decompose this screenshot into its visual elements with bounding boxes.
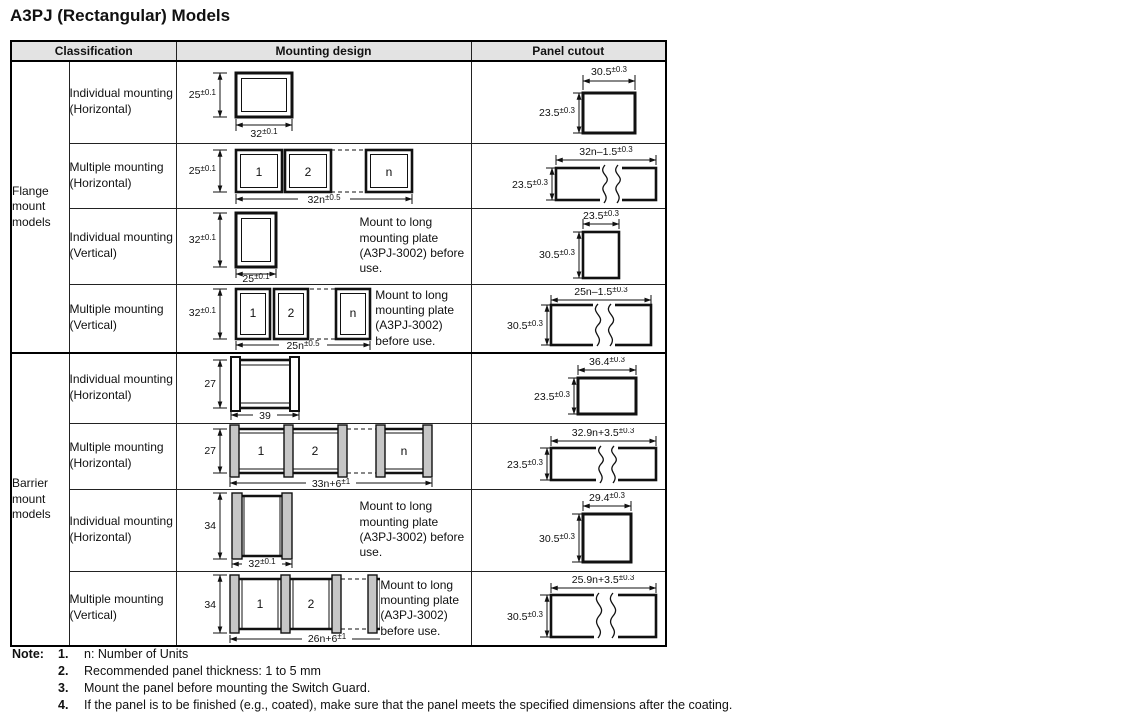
table-row bbox=[11, 208, 666, 284]
unit-label: 1 bbox=[257, 444, 264, 458]
panel-cutout-cell bbox=[471, 353, 666, 423]
dim-label: $23.5^{\pm 0.3}$ bbox=[506, 458, 543, 471]
dim-label: $25n^{\pm 0.5}$ bbox=[285, 339, 320, 352]
dim-label: $23.5^{\pm 0.3}$ bbox=[511, 177, 548, 191]
dim-label: $30.5^{\pm 0.3}$ bbox=[506, 610, 543, 624]
classification-cell: Multiple mounting (Vertical) bbox=[69, 571, 176, 646]
unit-label: 2 bbox=[307, 597, 314, 612]
dim-label: $30.5^{\pm 0.3}$ bbox=[506, 319, 543, 333]
flange-individual-horizontal-drawing bbox=[180, 65, 350, 139]
width-dimension bbox=[230, 635, 381, 643]
barrier-individual-horizontal-drawing bbox=[180, 354, 350, 422]
dim-label: $30.5^{\pm 0.3}$ bbox=[539, 248, 576, 261]
panel-cutout-cell bbox=[471, 61, 666, 143]
mounting-design-cell bbox=[176, 353, 471, 423]
classification-cell: Individual mounting (Horizontal) bbox=[69, 353, 176, 423]
mounting-note: Mount to long mounting plate (A3PJ-3002) before use. bbox=[359, 215, 465, 276]
mounting-design-cell bbox=[176, 571, 471, 646]
panel-cutout-cell bbox=[471, 208, 666, 284]
header-row bbox=[11, 41, 666, 61]
panel-cutout-cell bbox=[471, 571, 666, 646]
note-text: n: Number of Units bbox=[84, 647, 189, 661]
panel-cutout-drawing bbox=[488, 65, 648, 139]
dim-label: $23.5^{\pm 0.3}$ bbox=[539, 106, 576, 120]
classification-cell: Individual mounting (Vertical) bbox=[69, 208, 176, 284]
panel-cutout-cell bbox=[471, 284, 666, 353]
mounting-design-cell bbox=[176, 143, 471, 208]
dim-label: $25^{\pm 0.1}$ bbox=[241, 272, 270, 283]
note-text: If the panel is to be finished (e.g., coated), make sure that the panel meets the specified dimensions after the coating. bbox=[84, 698, 733, 712]
mounting-note: Mount to long mounting plate (A3PJ-3002) before use. bbox=[359, 499, 465, 560]
unit-label: n bbox=[349, 306, 356, 321]
panel-cutout-drawing bbox=[488, 210, 648, 282]
dim-label: $32n^{\pm 0.5}$ bbox=[306, 192, 341, 206]
panel-cutout-cell bbox=[471, 143, 666, 208]
barrier-multiple-vertical-drawing bbox=[180, 572, 381, 644]
panel-cutout-cell bbox=[471, 489, 666, 571]
classification-cell: Multiple mounting (Horizontal) bbox=[69, 423, 176, 489]
mounting-design-cell bbox=[176, 489, 471, 571]
mounting-note: Mount to long mounting plate (A3PJ-3002) before use. bbox=[375, 287, 455, 348]
dim-label: 27 bbox=[203, 378, 216, 391]
barrier-multiple-horizontal-drawing bbox=[180, 424, 440, 488]
panel-cutout-cell bbox=[471, 423, 666, 489]
col-header-mounting-design: Mounting design bbox=[176, 41, 471, 61]
table-row bbox=[11, 61, 666, 143]
table-row bbox=[11, 571, 666, 646]
panel-cutout-drawing bbox=[476, 575, 661, 641]
classification-cell: Multiple mounting (Vertical) bbox=[69, 284, 176, 353]
table-row bbox=[11, 284, 666, 353]
dim-label: $32^{\pm 0.1}$ bbox=[249, 127, 278, 140]
classification-cell: Multiple mounting (Horizontal) bbox=[69, 143, 176, 208]
dim-label: $23.5^{\pm 0.3}$ bbox=[583, 210, 620, 222]
flange-multiple-vertical-drawing bbox=[180, 285, 376, 351]
unit-label: 2 bbox=[311, 444, 318, 458]
classification-cell: Individual mounting (Horizontal) bbox=[69, 61, 176, 143]
note-number: 1. bbox=[58, 647, 69, 661]
notes-section bbox=[12, 646, 732, 714]
note-text: Mount the panel before mounting the Switch Guard. bbox=[84, 681, 371, 695]
dim-label: $32n-1.5^{\pm 0.3}$ bbox=[579, 145, 633, 158]
barrier-individual-vertical-drawing bbox=[180, 490, 330, 570]
panel-cutout-drawing bbox=[488, 357, 648, 419]
dim-label: 39 bbox=[258, 410, 271, 423]
col-header-classification: Classification bbox=[11, 41, 176, 61]
dim-label: $33n+6^{\pm 1}$ bbox=[311, 477, 350, 488]
dim-label: $30.5^{\pm 0.3}$ bbox=[591, 65, 628, 79]
mounting-design-cell bbox=[176, 284, 471, 353]
table-row bbox=[11, 353, 666, 423]
unit-label: n bbox=[385, 164, 392, 179]
col-header-panel-cutout: Panel cutout bbox=[471, 41, 666, 61]
page-title: A3PJ (Rectangular) Models bbox=[10, 6, 231, 25]
dim-label: $29.4^{\pm 0.3}$ bbox=[589, 492, 626, 504]
dim-label: $30.5^{\pm 0.3}$ bbox=[539, 532, 576, 545]
dim-label: $36.4^{\pm 0.3}$ bbox=[589, 357, 626, 369]
unit-label: 2 bbox=[287, 306, 294, 321]
note-number: 2. bbox=[58, 664, 69, 678]
panel-cutout-drawing bbox=[476, 146, 661, 206]
dim-label: $25^{\pm 0.1}$ bbox=[188, 88, 216, 102]
dim-label: $32^{\pm 0.1}$ bbox=[188, 306, 216, 320]
group-label-flange: Flange mount models bbox=[11, 61, 69, 353]
unit-label: 2 bbox=[304, 164, 311, 179]
unit-label: 1 bbox=[256, 597, 263, 612]
dim-label: $32^{\pm 0.1}$ bbox=[188, 233, 216, 246]
note-number: 4. bbox=[58, 698, 69, 712]
flange-multiple-horizontal-drawing bbox=[180, 146, 430, 206]
flange-individual-vertical-drawing bbox=[180, 209, 330, 283]
mounting-design-cell bbox=[176, 423, 471, 489]
note-number: 3. bbox=[58, 681, 69, 695]
dim-label: 27 bbox=[203, 445, 216, 457]
mounting-design-cell bbox=[176, 208, 471, 284]
dim-label: $26n+6^{\pm 1}$ bbox=[307, 632, 346, 645]
table-row bbox=[11, 489, 666, 571]
note-label: Note: bbox=[12, 647, 44, 661]
classification-cell: Individual mounting (Horizontal) bbox=[69, 489, 176, 571]
table-row bbox=[11, 423, 666, 489]
unit-label: 1 bbox=[249, 306, 256, 321]
panel-cutout-drawing bbox=[476, 428, 661, 484]
dim-label: $25.9n+3.5^{\pm 0.3}$ bbox=[571, 575, 635, 587]
mounting-note: Mount to long mounting plate (A3PJ-3002) before use. bbox=[380, 577, 460, 638]
models-table bbox=[10, 40, 667, 647]
unit-label: n bbox=[400, 444, 407, 458]
dim-label: $25n-1.5^{\pm 0.3}$ bbox=[574, 287, 628, 299]
group-label-barrier: Barrier mount models bbox=[11, 353, 69, 646]
panel-cutout-drawing bbox=[481, 287, 656, 349]
dim-label: $25^{\pm 0.1}$ bbox=[188, 163, 216, 177]
dim-label: $23.5^{\pm 0.3}$ bbox=[534, 390, 571, 404]
unit-label: 1 bbox=[255, 164, 262, 179]
dim-label: $32.9n+3.5^{\pm 0.3}$ bbox=[571, 428, 635, 439]
dim-label: 34 bbox=[203, 520, 216, 532]
mounting-design-cell bbox=[176, 61, 471, 143]
table-row bbox=[11, 143, 666, 208]
panel-cutout-drawing bbox=[488, 492, 648, 568]
dim-label: $32^{\pm 0.1}$ bbox=[247, 557, 276, 570]
dim-label: 34 bbox=[203, 599, 216, 612]
note-text: Recommended panel thickness: 1 to 5 mm bbox=[84, 664, 321, 678]
